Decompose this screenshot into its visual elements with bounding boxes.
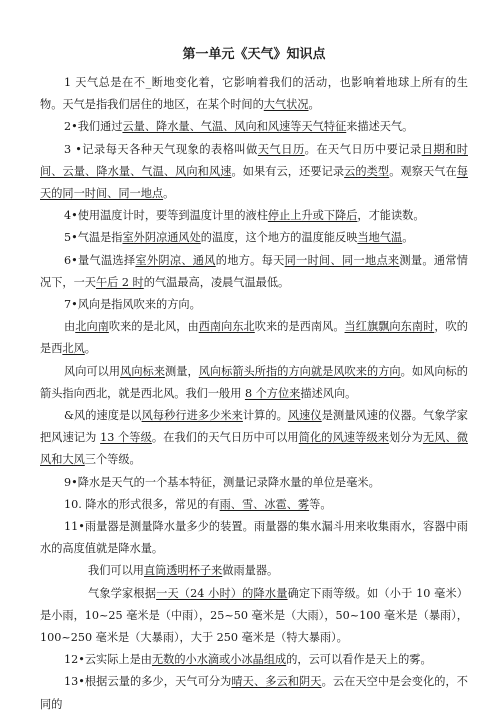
text-segment: 。 <box>163 187 175 201</box>
paragraph <box>40 227 468 249</box>
document-body <box>40 72 468 716</box>
text-segment: 。云在天空中是会变化的，不同的 <box>40 675 468 711</box>
text-segment: 10. 降水的形式很多，常见的有 <box>64 497 220 511</box>
paragraph <box>40 205 468 227</box>
text-segment: 11•雨量器是测量降水量多少的装置。雨量器的集水漏斗用来收集雨水，容器中雨水的高度值就是降水量。 <box>40 520 468 556</box>
text-segment: 12•云实际上是由 <box>64 653 152 667</box>
underlined-term: 每天的同一时间、同一地点 <box>40 164 468 201</box>
text-segment: 计算的。 <box>242 409 288 423</box>
underlined-term: 风向标来 <box>120 364 165 378</box>
underlined-term: 雨、雪、冰雹、雾 <box>219 497 310 511</box>
text-segment: 的气温最高，凌晨气温最低。 <box>143 275 290 289</box>
text-segment: 。观察天气在 <box>389 164 457 178</box>
paragraph <box>40 139 468 206</box>
text-segment: 吹来的是北风，由 <box>108 320 199 334</box>
text-segment: 确定下雨等级。如（小于 10 毫米）是小雨，10~25 毫米是（中雨），25~50 毫米是（大雨），50~100 毫米是（暴雨），100~250 毫米是（大暴雨），大于 250 毫米是（特大暴雨）。 <box>40 586 468 645</box>
underlined-term: 当地气温 <box>357 231 403 245</box>
text-segment: 的地方。每天 <box>215 253 285 267</box>
underlined-term: 大气状况 <box>263 98 309 112</box>
paragraph <box>40 250 468 294</box>
text-segment: 吹来的是西南风。 <box>254 320 345 334</box>
text-segment: 风向可以用 <box>64 364 121 378</box>
paragraph <box>40 472 468 494</box>
text-segment: 4•使用温度计时，要等到温度计里的液柱 <box>64 209 268 223</box>
text-segment: 。如果有云，还要记录 <box>231 164 345 178</box>
text-segment: 划分为 <box>389 431 423 445</box>
text-segment: 。 <box>308 98 320 112</box>
text-segment: ，吹的是西 <box>40 320 468 356</box>
text-segment: 7•风向是指风吹来的方向。 <box>64 298 201 312</box>
underlined-term: 云的类型 <box>344 164 390 178</box>
underlined-term: 直筒透明杯子来 <box>143 564 223 578</box>
underlined-term: 无风、微风和大风 <box>40 431 468 467</box>
underlined-term: 8 个方位来 <box>244 386 301 400</box>
paragraph <box>40 116 468 138</box>
text-segment: 。 <box>84 342 96 356</box>
paragraph <box>40 316 468 360</box>
text-segment: 三个等级。 <box>84 453 141 467</box>
text-segment: 1 天气总是在不_断地变化着，它影响着我们的活动，也影响着地球上所有的生物。天气是指我们居住的地区，在某个时间的 <box>40 76 468 112</box>
underlined-term: 简化的风速等级来 <box>298 431 390 445</box>
text-segment: 3 •记录每天各种天气现象的表格叫做 <box>64 142 258 156</box>
paragraph <box>40 583 468 650</box>
underlined-term: 室外阴凉通风处 <box>122 231 201 245</box>
text-segment: 。如风向标的箭头指向西北，就是西北风。我们一般用 <box>40 364 468 400</box>
underlined-term: 风速仪 <box>287 409 322 423</box>
underlined-term: 西南向东北 <box>198 320 255 334</box>
underlined-term: 同一时间、同一地点来 <box>284 253 400 267</box>
paragraph <box>40 649 468 671</box>
text-segment: 测量， <box>165 364 199 378</box>
paragraph <box>40 361 468 405</box>
text-segment: 描述风向。 <box>300 386 357 400</box>
paragraph <box>40 294 468 316</box>
text-segment: 。 <box>402 231 414 245</box>
text-segment: ，才能读数。 <box>357 209 425 223</box>
text-segment: 是测量风速的仪器。气象学家把风速记为 <box>40 409 468 445</box>
underlined-term: 晴天、多云和阴天 <box>231 675 322 689</box>
document-title: 第一单元《天气》知识点 <box>182 47 326 62</box>
paragraph <box>40 72 468 116</box>
text-segment: 的温度，这个地方的温度能反映 <box>200 231 358 245</box>
text-segment: 的，云可以看作是天上的雾。 <box>286 653 432 667</box>
underlined-term: 午后 2 时 <box>95 275 144 289</box>
underlined-term: 北向南 <box>75 320 109 334</box>
underlined-term: 停止上升或下降后 <box>267 209 358 223</box>
underlined-term: 日期和时间、云量、降水量、气温、风向和风速 <box>40 142 468 178</box>
underlined-term: 无数的小水滴或小冰晶组成 <box>151 653 287 667</box>
text-segment: 由 <box>64 320 76 334</box>
text-segment: 气象学家根据 <box>88 586 157 600</box>
underlined-term: 天气日历 <box>257 142 305 156</box>
paragraph <box>40 560 468 582</box>
paragraph <box>40 671 468 715</box>
text-segment: 6•量气温选择 <box>64 253 136 267</box>
paragraph <box>40 405 468 472</box>
text-segment: 等。 <box>309 497 332 511</box>
text-segment: 9•降水是天气的一个基本特征，测量记录降水量的单位是毫米。 <box>64 475 380 489</box>
underlined-term: 北风 <box>62 342 85 356</box>
underlined-term: 一天（24 小时）的降水量 <box>156 586 288 600</box>
underlined-term: 室外阴凉、通风 <box>135 253 216 267</box>
underlined-term: 当红旗飘向东南时 <box>344 320 435 334</box>
text-segment: 测量。通常情况下，一天 <box>40 253 468 289</box>
text-segment: 做雨量器。 <box>222 564 279 578</box>
text-segment: 来描述天气。 <box>346 120 414 134</box>
text-segment: 5•气温是指 <box>64 231 123 245</box>
paragraph <box>40 494 468 516</box>
underlined-term: 云量、降水量、气温、风向和风速等天气特征 <box>122 120 347 134</box>
underlined-term: 风每秒行进多少米来 <box>141 409 243 423</box>
text-segment: 13•根据云量的多少，天气可分为 <box>64 675 232 689</box>
text-segment: 。在天气日历中要记录 <box>304 142 422 156</box>
underlined-term: 13 个等级 <box>100 431 152 445</box>
paragraph <box>40 516 468 560</box>
text-segment: 。在我们的天气日历中可以用 <box>151 431 299 445</box>
text-segment: &风的速度是以 <box>64 409 142 423</box>
underlined-term: 风向标箭头所指的方向就是风吹来的方向 <box>198 364 401 378</box>
text-segment: 2•我们通过 <box>64 120 123 134</box>
text-segment: 我们可以用 <box>88 564 144 578</box>
